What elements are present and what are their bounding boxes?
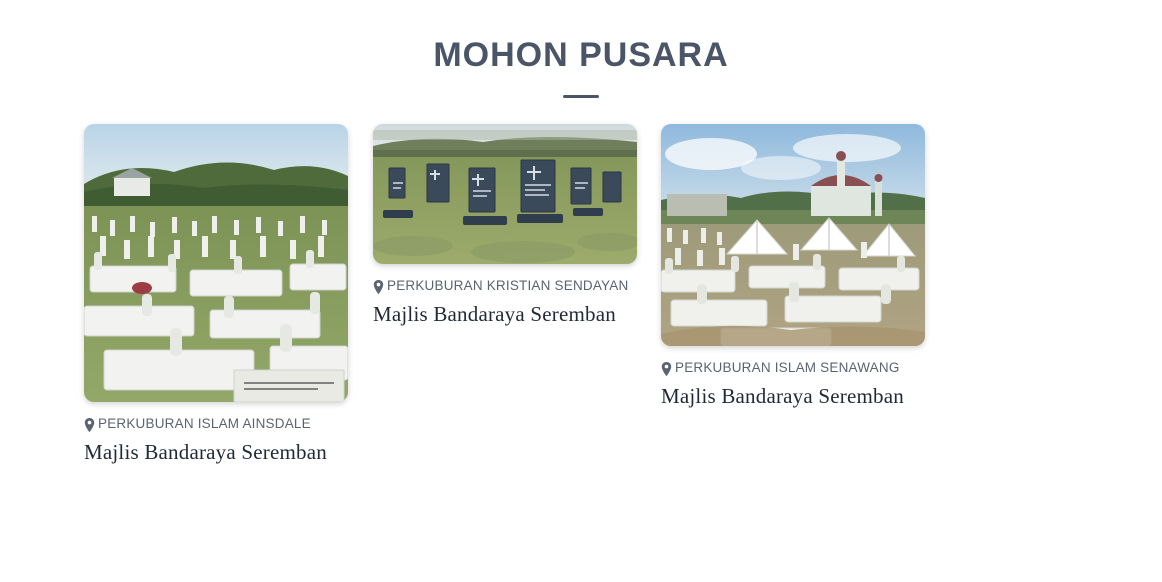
cemetery-card[interactable] — [373, 124, 637, 327]
christian-cemetery-sendayan-image — [373, 124, 637, 264]
cemetery-agency-label: Majlis Bandaraya Seremban — [661, 384, 904, 408]
location-pin-icon — [373, 280, 384, 294]
cemetery-location-label: PERKUBURAN ISLAM AINSDALE — [98, 416, 311, 431]
page-title: MOHON PUSARA — [433, 36, 729, 74]
cemetery-location-label: PERKUBURAN ISLAM SENAWANG — [675, 360, 900, 375]
cemetery-location-row — [84, 416, 348, 431]
cemetery-agency-label: Majlis Bandaraya Seremban — [373, 302, 616, 326]
muslim-cemetery-ainsdale-image — [84, 124, 348, 402]
cemetery-card[interactable] — [661, 124, 925, 409]
location-pin-icon — [84, 418, 95, 432]
cemetery-thumbnail[interactable] — [373, 124, 637, 264]
cemetery-card[interactable] — [84, 124, 348, 465]
cemetery-thumbnail[interactable] — [84, 124, 348, 402]
cemetery-location-label: PERKUBURAN KRISTIAN SENDAYAN — [387, 278, 629, 293]
cemetery-location-row — [373, 278, 637, 293]
cemetery-agency-label: Majlis Bandaraya Seremban — [84, 440, 327, 464]
cemetery-location-row — [661, 360, 925, 375]
location-pin-icon — [661, 362, 672, 376]
cemetery-card-list — [0, 124, 1162, 544]
cemetery-thumbnail[interactable] — [661, 124, 925, 346]
muslim-cemetery-senawang-image — [661, 124, 925, 346]
title-divider — [563, 95, 599, 98]
